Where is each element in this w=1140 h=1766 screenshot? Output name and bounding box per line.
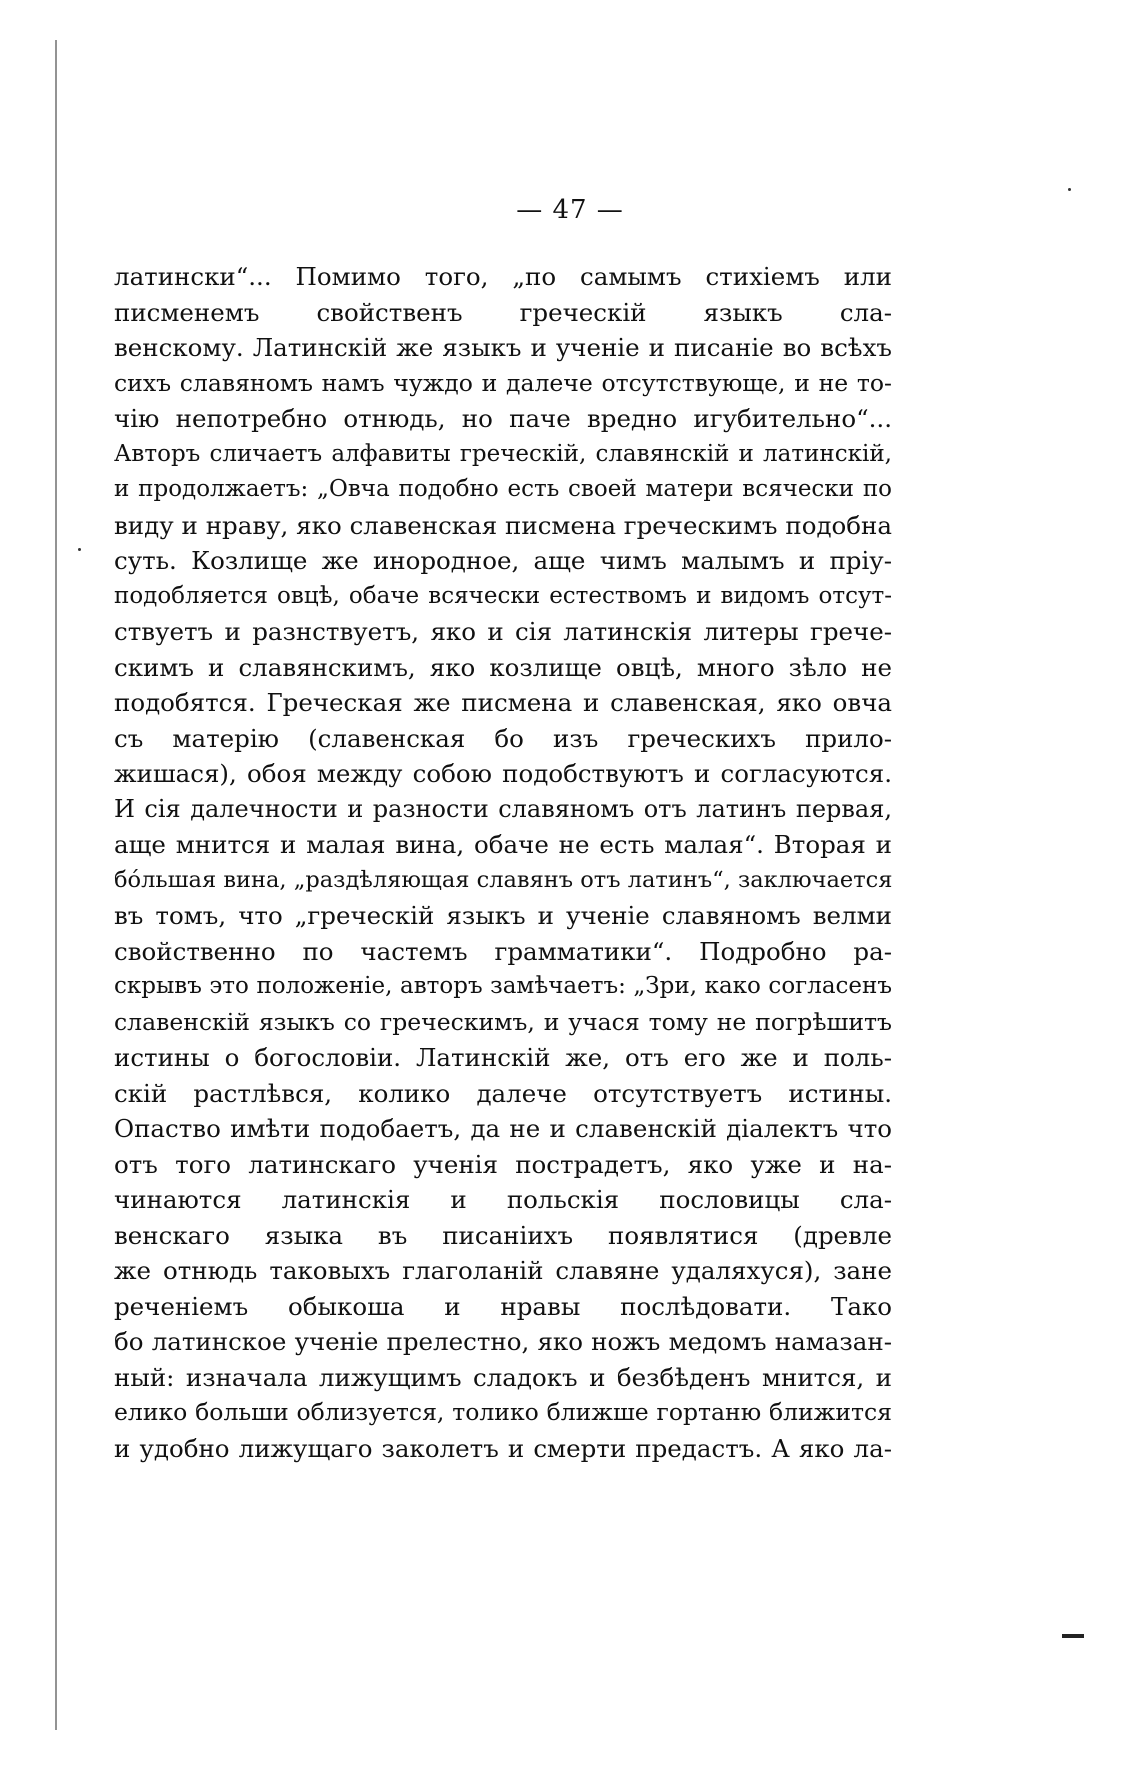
text-line: скій растлѣвся, колико далече отсутствуетъ истины.: [114, 1078, 892, 1108]
text-line: сихъ славяномъ намъ чуждо и далече отсутствующе, и не то-: [114, 368, 892, 397]
text-line: и удобно лижущаго заколетъ и смерти предастъ. А яко ла-: [114, 1433, 892, 1463]
text-line: бóльшая вина, „раздѣляющая славянъ отъ латинъ“, заключается: [114, 866, 892, 893]
text-line: суть. Козлище же инородное, аще чимъ малымъ и пріу-: [114, 546, 892, 575]
text-line: чію непотребно отнюдь, но паче вредно игубительно“...: [114, 404, 892, 433]
text-line: реченіемъ обыкоша и нравы послѣдовати. Тако: [114, 1291, 892, 1321]
text-line: Опаство имѣти подобаетъ, да не и славенскій діалектъ что: [114, 1114, 892, 1143]
text-line: ный: изначала лижущимъ сладокъ и безбѣденъ мнится, и: [114, 1362, 892, 1392]
text-line: елико больши облизуется, толико ближше гортаню ближится: [114, 1398, 892, 1426]
text-line: венскаго языка въ писаніихъ появлятися (древле: [114, 1220, 892, 1250]
body-text: [114, 259, 892, 1466]
text-line: скрывъ это положеніе, авторъ замѣчаетъ: „Зри, како согласенъ: [114, 973, 892, 999]
text-line: истины о богословіи. Латинскій же, отъ его же и поль-: [114, 1043, 892, 1072]
text-line: виду и нраву, яко славенская писмена греческимъ подобна: [114, 510, 892, 540]
text-line: аще мнится и малая вина, обаче не есть малая“. Вторая и: [114, 830, 892, 859]
text-line: скимъ и славянскимъ, яко козлище овцѣ, много зѣло не: [114, 652, 892, 682]
text-line: подобятся. Греческая же писмена и славенская, яко овча: [114, 688, 892, 717]
text-line: славенскій языкъ со греческимъ, и учася тому не погрѣшитъ: [114, 1007, 892, 1036]
text-line: чинаются латинскія и польскія пословицы сла-: [114, 1185, 892, 1214]
text-line: латински“... Помимо того, „по самымъ стихіемъ или: [114, 262, 892, 291]
text-line: съ матерію (славенская бо изъ греческихъ прило-: [114, 723, 892, 753]
text-line: въ томъ, что „греческій языкъ и ученіе славяномъ велми: [114, 901, 892, 930]
text-line: бо латинское ученіе прелестно, яко ножъ медомъ намазан-: [114, 1327, 892, 1356]
text-line: венскому. Латинскій же языкъ и ученіе и писаніе во всѣхъ: [114, 333, 892, 362]
text-line: свойственно по частемъ грамматики“. Подробно ра-: [114, 936, 892, 966]
text-line: подобляется овцѣ, обаче всячески естествомъ и видомъ отсут-: [114, 582, 892, 609]
text-line: и продолжаетъ: „Овча подобно есть своей матери всячески по: [114, 476, 892, 502]
scan-speck: [78, 548, 81, 551]
text-line: Авторъ сличаетъ алфавиты греческій, славянскій и латинскій,: [114, 440, 892, 467]
page-number: — 47 —: [516, 195, 624, 225]
text-line: писменемъ свойственъ греческій языкъ сла-: [114, 297, 892, 327]
text-line: жишася), обоя между собою подобствуютъ и согласуются.: [114, 759, 892, 788]
text-line: отъ того латинскаго ученія пострадетъ, яко уже и на-: [114, 1149, 892, 1179]
scan-speck: [1068, 188, 1071, 191]
text-line: И сія далечности и разности славяномъ отъ латинъ первая,: [114, 794, 892, 823]
text-line: же отнюдь таковыхъ глаголаній славяне удаляхуся), зане: [114, 1256, 892, 1285]
text-line: ствуетъ и разнствуетъ, яко и сія латинскія литеры грече-: [114, 617, 892, 646]
page-edge-mark: [1062, 1634, 1084, 1638]
page-binding-edge: [55, 40, 57, 1730]
